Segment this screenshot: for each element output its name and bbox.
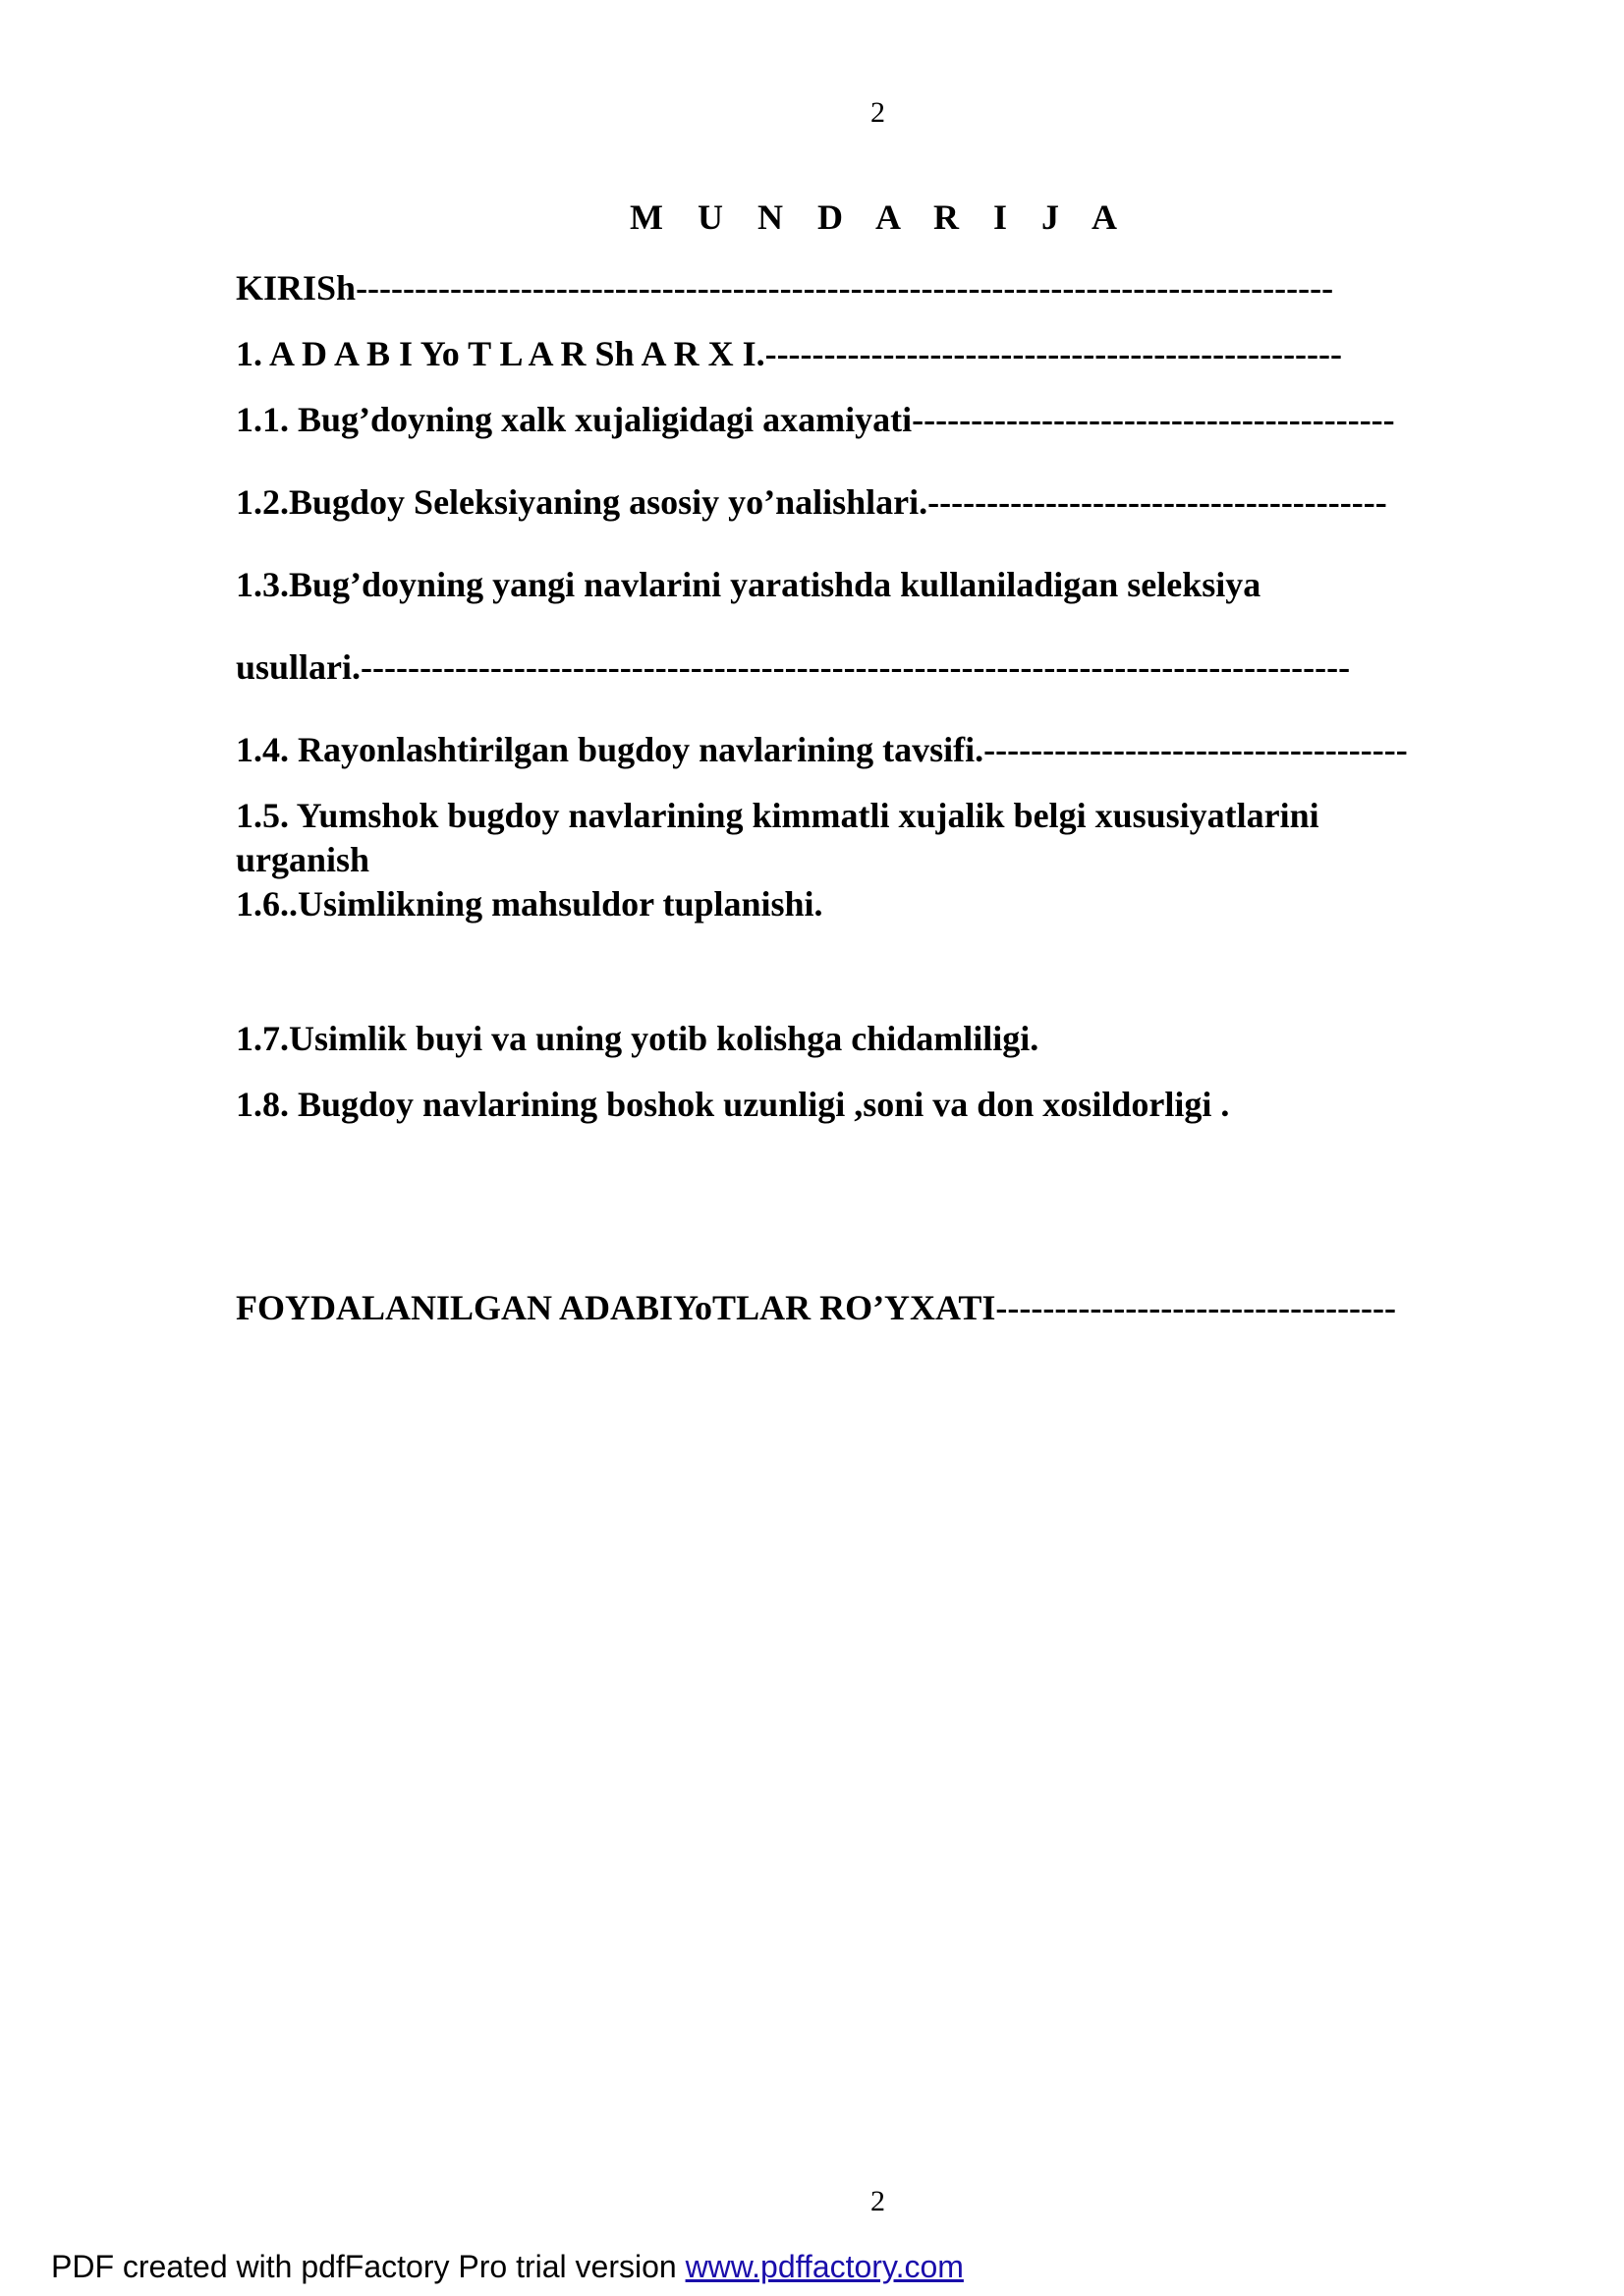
- toc-entry-label: 1.1. Bug’doyning xalk xujaligidagi axamiyati: [236, 400, 913, 439]
- toc-entry-1-3-continued: [236, 646, 1350, 688]
- toc-entry-1-6: 1.6..Usimlikning mahsuldor tuplanishi.: [236, 884, 823, 924]
- toc-entry-1-7: 1.7.Usimlik buyi va uning yotib kolishga chidamliligi.: [236, 1019, 1039, 1058]
- page-number-top: 2: [870, 96, 885, 129]
- pdf-footer: [51, 2249, 964, 2285]
- toc-entry-label: 1.4. Rayonlashtirilgan bugdoy navlarining tavsifi.: [236, 730, 984, 769]
- toc-entry-1-5: 1.5. Yumshok bugdoy navlarining kimmatli xujalik belgi xususiyatlarini: [236, 796, 1319, 835]
- toc-leader: -------------------------------------------------: [764, 334, 1343, 373]
- toc-leader: ----------------------------------: [995, 1288, 1397, 1327]
- toc-entry-label: FOYDALANILGAN ADABIYoTLAR RO’YXATI: [236, 1288, 996, 1327]
- toc-entry-label: 1. A D A B I Yo T L A R Sh A R X I.: [236, 334, 765, 373]
- footer-link[interactable]: www.pdffactory.com: [685, 2249, 964, 2284]
- toc-entry-chapter-1: [236, 333, 1342, 374]
- toc-entry-kirish: [236, 267, 1333, 308]
- footer-text: PDF created with pdfFactory Pro trial version: [51, 2249, 686, 2284]
- toc-entry-1-4: [236, 729, 1408, 770]
- toc-leader: ---------------------------------------: [927, 482, 1387, 522]
- toc-entry-1-1: [236, 399, 1395, 440]
- toc-entry-label: usullari.: [236, 647, 362, 687]
- toc-leader: -----------------------------------------: [912, 400, 1395, 439]
- toc-leader: ------------------------------------: [983, 730, 1408, 769]
- toc-entry-label: KIRISh: [236, 268, 357, 308]
- toc-leader: -----------------------------------------------------------------------------------: [356, 268, 1334, 308]
- toc-entry-1-5-continued: urganish: [236, 840, 370, 879]
- toc-entry-1-3: 1.3.Bug’doyning yangi navlarini yaratishda kullaniladigan seleksiya: [236, 565, 1261, 604]
- toc-entry-label: 1.2.Bugdoy Seleksiyaning asosiy yo’nalishlari.: [236, 482, 928, 522]
- document-title: M U N D A R I J A: [630, 197, 1131, 237]
- page-number-bottom: 2: [870, 2185, 885, 2217]
- toc-entry-1-8: 1.8. Bugdoy navlarining boshok uzunligi ,soni va don xosildorligi .: [236, 1085, 1230, 1124]
- toc-entry-references: [236, 1287, 1396, 1328]
- toc-leader: ------------------------------------------------------------------------------------: [361, 647, 1351, 687]
- toc-entry-1-2: [236, 481, 1387, 523]
